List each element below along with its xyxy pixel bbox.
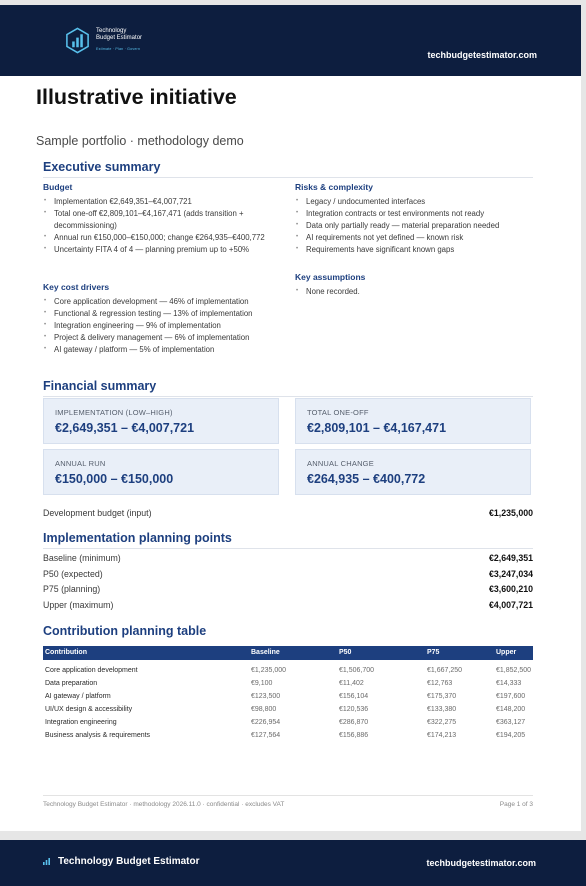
card-value: €2,649,351 – €4,007,721 (55, 421, 195, 435)
planning-point-label: Baseline (minimum) (43, 553, 121, 563)
column-header: Upper (496, 649, 517, 656)
card-value: €150,000 – €150,000 (55, 472, 174, 486)
table-cell: €148,200 (496, 706, 526, 713)
dev-budget-value: €1,235,000 (488, 508, 533, 518)
table-header (43, 646, 533, 660)
logo-tagline: Estimate · Plan · Govern (96, 46, 141, 51)
dev-budget-label: Development budget (input) (43, 508, 152, 518)
risks-heading: Risks & complexity (295, 182, 373, 192)
table-cell: €1,506,700 (339, 667, 375, 674)
card-label: ANNUAL RUN (55, 459, 106, 468)
table-cell: €322,275 (427, 719, 457, 726)
table-cell: €120,536 (339, 706, 369, 713)
table-row (43, 693, 533, 705)
annual-run-card (43, 449, 279, 495)
list-item: • Core application development — 46% of implementation (43, 296, 293, 308)
planning-point-value: €3,600,210 (488, 584, 533, 594)
document-title: Illustrative initiative (36, 85, 237, 109)
list-item: • AI gateway / platform — 5% of implementation (43, 344, 293, 356)
table-cell: Data preparation (45, 680, 98, 687)
table-cell: €194,205 (496, 732, 526, 739)
table-cell: €1,852,500 (496, 667, 532, 674)
table-cell: €123,500 (251, 693, 281, 700)
planning-point-value: €3,247,034 (488, 569, 533, 579)
list-item: • Uncertainty FITA 4 of 4 — planning premium up to +50% (43, 244, 288, 256)
bottom-brand-name: Technology Budget Estimator (58, 856, 200, 867)
table-row (43, 667, 533, 679)
planning-points-heading: Implementation planning points (43, 531, 232, 545)
table-cell: €12,763 (427, 680, 453, 687)
table-cell: €1,667,250 (427, 667, 463, 674)
planning-point-label: P75 (planning) (43, 584, 101, 594)
table-cell: Core application development (45, 667, 138, 674)
section-divider (43, 177, 533, 178)
card-value: €264,935 – €400,772 (307, 472, 426, 486)
table-cell: €174,213 (427, 732, 457, 739)
list-item: • Data only partially ready — material preparation needed (295, 220, 535, 232)
planning-point-row (43, 584, 533, 598)
list-item: • Integration contracts or test environments not ready (295, 208, 535, 220)
column-header: P50 (339, 649, 352, 656)
section-divider (43, 396, 533, 397)
planning-point-label: Upper (maximum) (43, 600, 114, 610)
table-row (43, 719, 533, 731)
table-cell: €156,104 (339, 693, 369, 700)
table-cell: €1,235,000 (251, 667, 287, 674)
column-header: Baseline (251, 649, 280, 656)
list-item: • None recorded. (295, 286, 535, 298)
assumptions-heading: Key assumptions (295, 272, 366, 282)
logo-hexagon-icon (64, 27, 91, 54)
dev-budget-row (43, 508, 533, 522)
executive-summary-heading: Executive summary (43, 160, 161, 174)
table-cell: €14,333 (496, 680, 522, 687)
card-value: €2,809,101 – €4,167,471 (307, 421, 447, 435)
table-cell: €197,600 (496, 693, 526, 700)
list-item: • Functional & regression testing — 13% of implementation (43, 308, 293, 320)
document-subtitle: Sample portfolio · methodology demo (36, 134, 244, 148)
planning-point-row (43, 569, 533, 583)
page-header (0, 5, 581, 76)
annual-change-card (295, 449, 531, 495)
bottom-url: techbudgetestimator.com (426, 858, 536, 868)
section-divider (43, 548, 533, 549)
cost-drivers-list (43, 296, 293, 356)
list-item: • Total one-off €2,809,101–€4,167,471 (adds transition + decommissioning) (43, 208, 288, 232)
bottom-bar (0, 840, 586, 886)
budget-heading: Budget (43, 182, 73, 192)
planning-point-value: €4,007,721 (488, 600, 533, 610)
planning-point-row (43, 553, 533, 567)
header-url: techbudgetestimator.com (427, 50, 537, 60)
table-cell: €175,370 (427, 693, 457, 700)
list-item: • Annual run €150,000–€150,000; change €264,935–€400,772 (43, 232, 288, 244)
table-row (43, 680, 533, 692)
table-cell: UI/UX design & accessibility (45, 706, 133, 713)
implementation-card (43, 398, 279, 444)
table-row (43, 706, 533, 718)
table-cell: €98,800 (251, 706, 277, 713)
logo (64, 27, 142, 54)
table-cell: €363,127 (496, 719, 526, 726)
contribution-table-heading: Contribution planning table (43, 624, 207, 638)
bar-chart-icon (43, 858, 50, 865)
column-header: P75 (427, 649, 440, 656)
planning-point-row (43, 600, 533, 614)
cost-drivers-heading: Key cost drivers (43, 282, 110, 292)
logo-line-2: Budget Estimator (96, 35, 143, 42)
table-cell: €156,886 (339, 732, 369, 739)
table-cell: Business analysis & requirements (45, 732, 151, 739)
document-page (0, 5, 581, 831)
card-label: ANNUAL CHANGE (307, 459, 374, 468)
list-item: • AI requirements not yet defined — known risk (295, 232, 535, 244)
table-cell: AI gateway / platform (45, 693, 111, 700)
list-item: • Legacy / undocumented interfaces (295, 196, 535, 208)
footer-text: Technology Budget Estimator · methodology 2026.11.0 · confidential · excludes VAT (43, 801, 285, 808)
table-cell: €9,100 (251, 680, 273, 687)
planning-point-value: €2,649,351 (488, 553, 533, 563)
assumptions-list (295, 286, 535, 298)
table-cell: €226,954 (251, 719, 281, 726)
total-one-off-card (295, 398, 531, 444)
financial-summary-heading: Financial summary (43, 379, 157, 393)
table-row (43, 732, 533, 744)
footer-divider (43, 795, 533, 796)
list-item: • Requirements have significant known gaps (295, 244, 535, 256)
page-number: Page 1 of 3 (499, 801, 533, 808)
planning-point-label: P50 (expected) (43, 569, 103, 579)
list-item: • Integration engineering — 9% of implementation (43, 320, 293, 332)
card-label: IMPLEMENTATION (LOW–HIGH) (55, 408, 173, 417)
list-item: • Implementation €2,649,351–€4,007,721 (43, 196, 288, 208)
table-cell: Integration engineering (45, 719, 117, 726)
list-item: • Project & delivery management — 6% of implementation (43, 332, 293, 344)
risks-list (295, 196, 535, 256)
budget-list (43, 196, 288, 256)
table-cell: €127,564 (251, 732, 281, 739)
bottom-brand (43, 856, 200, 867)
table-cell: €133,380 (427, 706, 457, 713)
column-header: Contribution (45, 649, 87, 656)
table-cell: €286,870 (339, 719, 369, 726)
table-cell: €11,402 (339, 680, 364, 687)
logo-text (96, 28, 142, 54)
logo-line-1: Technology (96, 27, 127, 34)
card-label: TOTAL ONE-OFF (307, 408, 369, 417)
